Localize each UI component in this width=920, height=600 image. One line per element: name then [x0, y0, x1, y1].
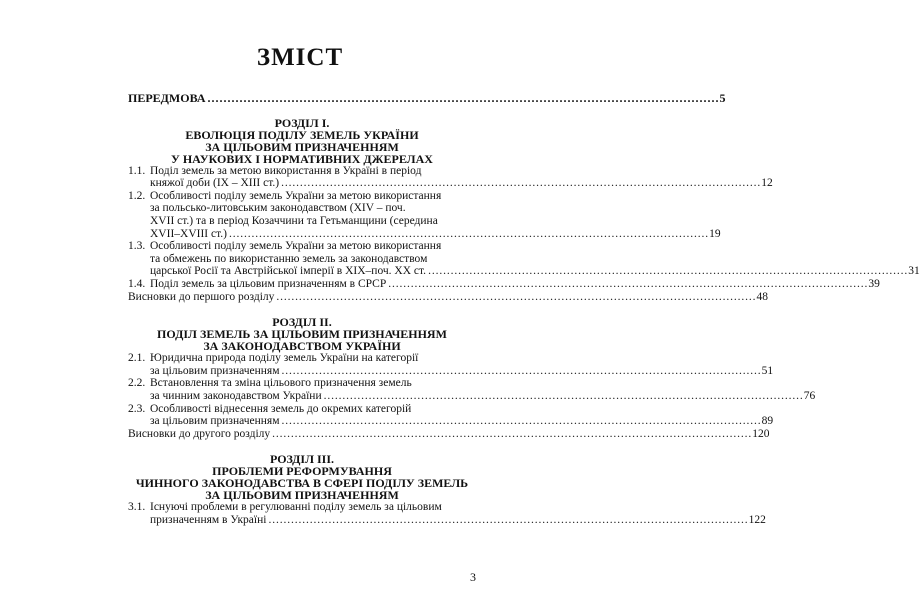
toc-entry-number: 3.1.	[128, 501, 146, 514]
toc-entry-text: Особливості віднесення земель до окремих категорій	[150, 402, 412, 415]
toc-entry-text: Поділ земель за метою використання в Україні в період	[150, 164, 422, 177]
toc-entry-page: 89	[761, 415, 774, 428]
toc-entry-text: Особливості поділу земель України за метою використання	[150, 189, 442, 202]
toc-entry	[128, 377, 816, 402]
toc-entry-text: та обмежень по використанню земель за законодавством	[150, 252, 428, 265]
toc-entry-number: 2.2.	[128, 377, 146, 390]
leader-dots	[282, 415, 760, 428]
toc-entry-text: за цільовим призначенням	[150, 364, 280, 377]
leader-dots	[268, 514, 746, 527]
toc-foreword-page: 5	[719, 91, 726, 105]
toc-entry-page: 76	[803, 389, 816, 402]
toc-conclusion-page: 48	[756, 290, 769, 303]
section-title-line: ЕВОЛЮЦІЯ ПОДІЛУ ЗЕМЕЛЬ УКРАЇНИ	[185, 127, 419, 142]
leader-dots	[428, 265, 906, 278]
toc-entry	[128, 240, 920, 278]
toc-entry-page: 122	[748, 513, 766, 526]
toc-entry-text: Юридична природа поділу земель України на категорії	[150, 352, 419, 365]
toc-entry-text: Існуючі проблеми в регулюванні поділу земель за цільовим	[150, 501, 442, 514]
toc-entry-page: 39	[868, 277, 880, 290]
section-number: РОЗДІЛ ІІ.	[272, 315, 332, 330]
toc-entry	[128, 189, 721, 240]
section-number: РОЗДІЛ ІІІ.	[269, 452, 335, 467]
toc-entry-number: 1.1.	[128, 164, 146, 177]
toc-conclusion-page: 120	[752, 427, 770, 440]
toc-entry-text: Особливості поділу земель України за метою використання	[150, 240, 442, 253]
section-heading	[128, 117, 476, 165]
toc-entry-text: призначенням в Україні	[150, 513, 267, 526]
section-title-line: ЗА ЦІЛЬОВИМ ПРИЗНАЧЕННЯМ	[205, 139, 399, 154]
toc-entry-text: царської Росії та Австрійської імперії в XIX–поч. XX ст.	[150, 265, 427, 278]
section-title-line: ЗА ЦІЛЬОВИМ ПРИЗНАЧЕННЯМ	[205, 488, 399, 503]
leader-dots	[272, 428, 750, 441]
toc-entry-page: 12	[761, 177, 773, 190]
leader-dots	[282, 365, 760, 378]
toc-entry-text: XVII ст.) та в період Козаччини та Гетьманщини (середина	[150, 214, 438, 227]
leader-dots	[281, 177, 759, 190]
toc-entry-text: за чинним законодавством України	[150, 389, 322, 402]
toc-entry-text: за польсько-литовським законодавством (XIV – поч.	[150, 202, 406, 215]
toc-foreword	[128, 91, 726, 105]
toc-entry-text: Поділ земель за цільовим призначенням в СРСР	[150, 277, 387, 290]
toc-entry	[128, 402, 774, 428]
toc-conclusion-label: Висновки до першого розділу	[128, 290, 275, 303]
toc-entry	[128, 164, 773, 190]
toc-entry-number: 1.4.	[128, 277, 146, 290]
toc-foreword-label: ПЕРЕДМОВА	[128, 91, 206, 105]
section-title-line: ПОДІЛ ЗЕМЕЛЬ ЗА ЦІЛЬОВИМ ПРИЗНАЧЕННЯМ	[157, 327, 447, 342]
toc-entry-page: 51	[761, 364, 774, 377]
toc-conclusion	[128, 427, 770, 441]
toc-entry-number: 1.3.	[128, 240, 146, 253]
toc-entry-text: Встановлення та зміна цільового призначення земель	[150, 377, 412, 390]
toc-entry-page: 19	[709, 227, 721, 240]
toc-entry-page: 31	[908, 265, 920, 278]
table-of-contents	[128, 91, 920, 533]
toc-entry-text: за цільовим призначенням	[150, 415, 280, 428]
toc-entry	[128, 277, 880, 291]
leader-dots	[324, 390, 802, 403]
toc-sections	[128, 115, 920, 534]
section-heading	[128, 453, 476, 501]
toc-entry-text: княжої доби (IX – XIII ст.)	[150, 177, 280, 190]
toc-entry-text: XVII–XVIII ст.)	[150, 227, 227, 240]
toc-entry	[128, 352, 774, 377]
toc-conclusion-label: Висновки до другого розділу	[128, 427, 271, 440]
section-title-line: ЗА ЗАКОНОДАВСТВОМ УКРАЇНИ	[203, 339, 401, 354]
leader-dots	[229, 228, 707, 241]
toc-entry-number: 1.2.	[128, 189, 146, 202]
toc-entry	[128, 501, 766, 526]
toc-conclusion	[128, 290, 769, 304]
leader-dots	[276, 291, 754, 304]
leader-dots	[208, 92, 718, 105]
leader-dots	[388, 278, 866, 291]
section-number: РОЗДІЛ І.	[274, 115, 330, 130]
section-heading	[128, 316, 476, 352]
page-number: 3	[470, 570, 476, 584]
section-title-line: ЧИННОГО ЗАКОНОДАВСТВА В СФЕРІ ПОДІЛУ ЗЕМЕЛЬ	[135, 476, 469, 491]
section-title-line: У НАУКОВИХ І НОРМАТИВНИХ ДЖЕРЕЛАХ	[171, 151, 433, 166]
section-title-line: ПРОБЛЕМИ РЕФОРМУВАННЯ	[212, 464, 392, 479]
page-title: ЗМІСТ	[256, 44, 344, 71]
toc-entry-number: 2.1.	[128, 352, 146, 365]
toc-entry-number: 2.3.	[128, 402, 146, 415]
